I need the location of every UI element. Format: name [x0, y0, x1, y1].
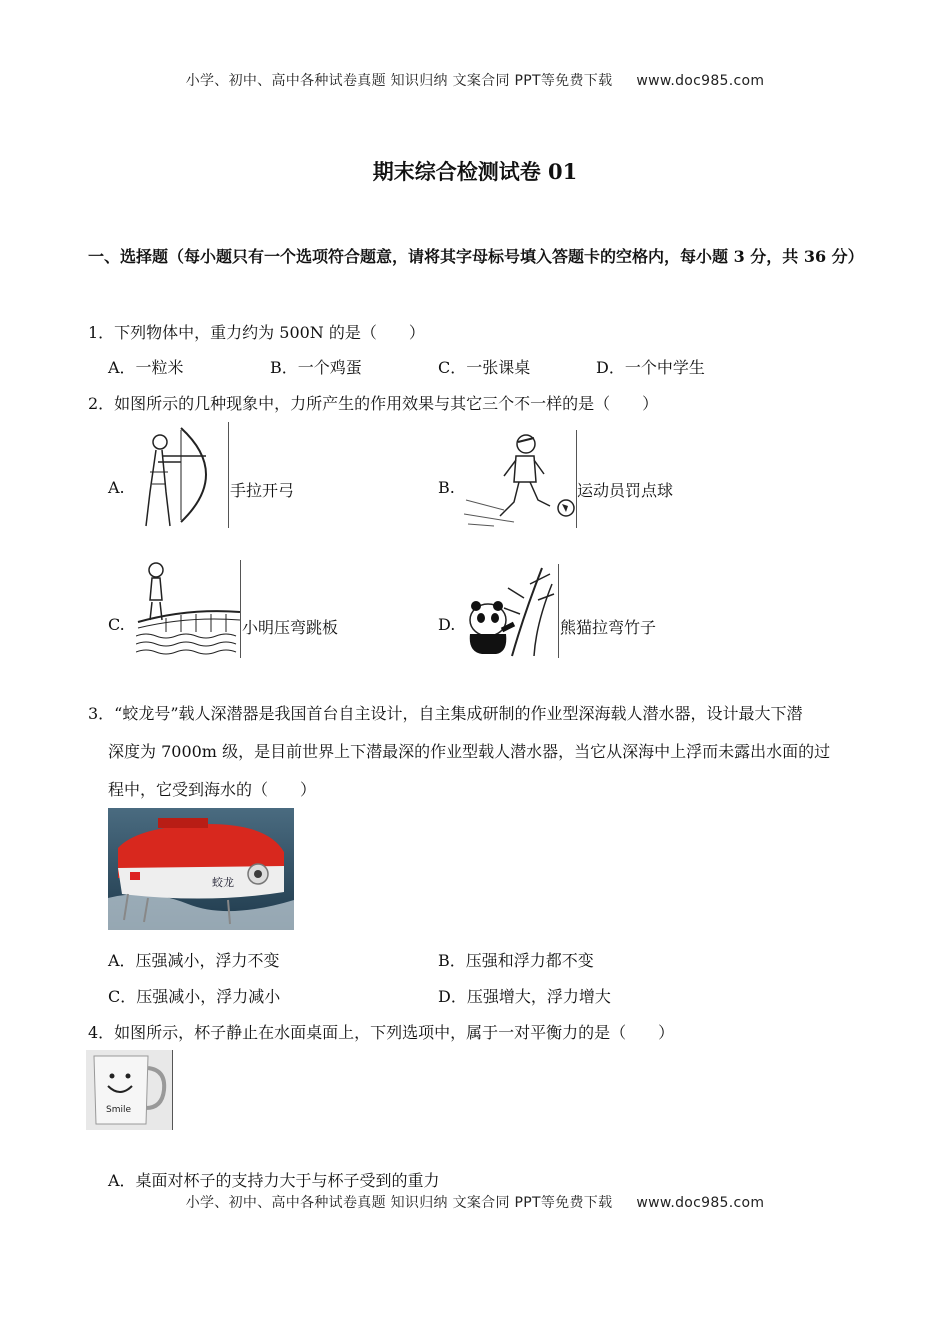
q1-option-b: B．一个鸡蛋	[270, 358, 362, 377]
footer-site: www.doc985.com	[636, 1195, 765, 1211]
panda-bamboo-icon	[464, 564, 559, 658]
q2-option-c-caption: 小明压弯跳板	[242, 618, 339, 637]
archer-icon	[136, 422, 229, 528]
q3-option-d: D．压强增大，浮力增大	[438, 987, 611, 1006]
q2-option-d-caption: 熊猫拉弯竹子	[560, 618, 657, 637]
q3-stem-line1: 3．“蛟龙号”载人深潜器是我国首台自主设计，自主集成研制的作业型深海载人潜水器，设计最大下潜	[88, 704, 803, 723]
q1-option-a: A．一粒米	[108, 358, 184, 377]
soccer-player-icon	[464, 430, 577, 528]
header-text: 小学、初中、高中各种试卷真题 知识归纳 文案合同 PPT等免费下载	[185, 73, 613, 89]
q3-option-b: B．压强和浮力都不变	[438, 951, 594, 970]
q3-stem-line2: 深度为 7000m 级，是目前世界上下潜最深的作业型载人潜水器，当它从深海中上浮而未露出水面的过	[108, 742, 831, 761]
section-heading: 一、选择题（每小题只有一个选项符合题意，请将其字母标号填入答题卡的空格内，每小题 3 分，共 36 分）	[88, 247, 864, 266]
q4-stem: 4．如图所示，杯子静止在水面桌面上，下列选项中，属于一对平衡力的是（ ）	[88, 1023, 675, 1042]
header-site: www.doc985.com	[636, 73, 765, 89]
cup-label: Smile	[106, 1105, 132, 1115]
footer-text: 小学、初中、高中各种试卷真题 知识归纳 文案合同 PPT等免费下载	[185, 1195, 613, 1211]
q2-option-b-caption: 运动员罚点球	[577, 481, 674, 500]
q2-option-b-letter: B.	[438, 478, 455, 497]
q2-option-c-letter: C.	[108, 615, 125, 634]
q1-option-d: D．一个中学生	[596, 358, 705, 377]
page-footer	[0, 1192, 950, 1212]
q3-option-a: A．压强减小，浮力不变	[108, 951, 280, 970]
q3-stem-line3: 程中，它受到海水的（ ）	[108, 780, 317, 799]
page-title: 期末综合检测试卷 01	[372, 159, 578, 184]
submersible-image	[108, 808, 294, 930]
q2-option-d-letter: D.	[438, 615, 456, 634]
cup-image	[86, 1050, 173, 1130]
q2-option-a-caption: 手拉开弓	[230, 481, 295, 500]
page-header	[0, 70, 950, 90]
q4-option-a: A．桌面对杯子的支持力大于与杯子受到的重力	[108, 1171, 440, 1190]
submersible-label: 蛟龙	[212, 876, 234, 889]
q1-option-c: C．一张课桌	[438, 358, 531, 377]
diving-board-icon	[136, 560, 241, 658]
q2-stem: 2．如图所示的几种现象中，力所产生的作用效果与其它三个不一样的是（ ）	[88, 394, 659, 413]
q1-stem: 1．下列物体中，重力约为 500N 的是（ ）	[88, 323, 425, 342]
q2-option-a-letter: A.	[108, 478, 125, 497]
q3-option-c: C．压强减小，浮力减小	[108, 987, 281, 1006]
